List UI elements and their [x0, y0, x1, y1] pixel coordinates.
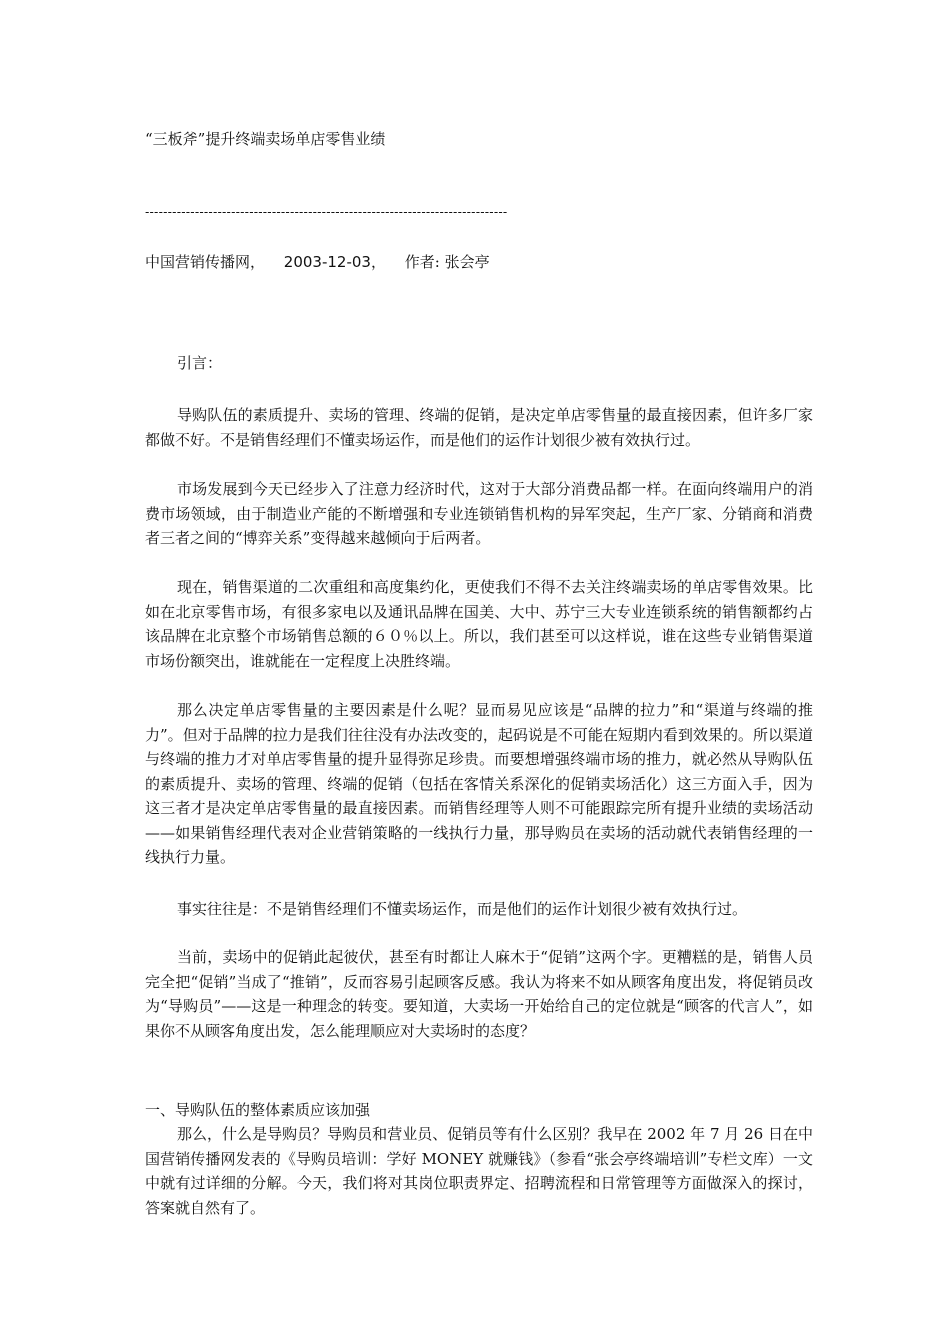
- section-heading: 一、导购队伍的整体素质应该加强: [145, 1101, 371, 1119]
- meta-source: 中国营销传播网，: [145, 253, 266, 271]
- divider-line: --------------------------------------------------------------------------------: [145, 205, 508, 219]
- paragraph-3: 现在，销售渠道的二次重组和高度集约化，更使我们不得不去关注终端卖场的单店零售效果。比如在北京零售市场，有很多家电以及通讯品牌在国美、大中、苏宁三大专业连锁系统的销售额都约占该品牌在北京整个市场销售总额的６０％以上。所以，我们甚至可以这样说，谁在这些专业销售渠道市场份额突出，谁就能在一定程度上决胜终端。: [145, 578, 813, 670]
- section-paragraph: 那么，什么是导购员？导购员和营业员、促销员等有什么区别？我早在 2002 年 7 月 26 日在中国营销传播网发表的《导购员培训：学好 MONEY 就赚钱》（参看“张会亭终端培训”专栏文库）一文中就有过详细的分解。今天，我们将对其岗位职责界定、招聘流程和日常管理等方面做深入的探讨，答案就自然有了。: [145, 1125, 813, 1217]
- paragraph-6: 当前，卖场中的促销此起彼伏，甚至有时都让人麻木于“促销”这两个字。更糟糕的是，销售人员完全把“促销”当成了“推销”，反而容易引起顾客反感。我认为将来不如从顾客角度出发，将促销员改为“导购员”——这是一种理念的转变。要知道，大卖场一开始给自己的定位就是“顾客的代言人”，如果你不从顾客角度出发，怎么能理顺应对大卖场时的态度？: [145, 948, 813, 1040]
- paragraph-2: 市场发展到今天已经步入了注意力经济时代，这对于大部分消费品都一样。在面向终端用户的消费市场领域，由于制造业产能的不断增强和专业连锁销售机构的异军突起，生产厂家、分销商和消费者三者之间的“博弈关系”变得越来越倾向于后两者。: [145, 480, 813, 547]
- paragraph-intro-label: 引言：: [177, 354, 223, 372]
- article-meta: [145, 251, 490, 273]
- paragraph-4: 那么决定单店零售量的主要因素是什么呢？显而易见应该是“品牌的拉力”和“渠道与终端的推力”。但对于品牌的拉力是我们往往没有办法改变的，起码说是不可能在短期内看到效果的。所以渠道与终端的推力才对单店零售量的提升显得弥足珍贵。而要想增强终端市场的推力，就必然从导购队伍的素质提升、卖场的管理、终端的促销（包括在客情关系深化的促销卖场活化）这三方面入手，因为这三者才是决定单店零售量的最直接因素。而销售经理等人则不可能跟踪完所有提升业绩的卖场活动——如果销售经理代表对企业营销策略的一线执行力量，那导购员在卖场的活动就代表销售经理的一线执行力量。: [145, 701, 813, 866]
- article-title: “三板斧”提升终端卖场单店零售业绩: [145, 130, 386, 148]
- paragraph-5: 事实往往是：不是销售经理们不懂卖场运作，而是他们的运作计划很少被有效执行过。: [177, 900, 748, 918]
- meta-date: 2003-12-03，: [283, 253, 386, 271]
- meta-author: 作者: 张会亭: [404, 253, 490, 271]
- paragraph-1: 导购队伍的素质提升、卖场的管理、终端的促销，是决定单店零售量的最直接因素，但许多厂家都做不好。不是销售经理们不懂卖场运作，而是他们的运作计划很少被有效执行过。: [145, 406, 813, 449]
